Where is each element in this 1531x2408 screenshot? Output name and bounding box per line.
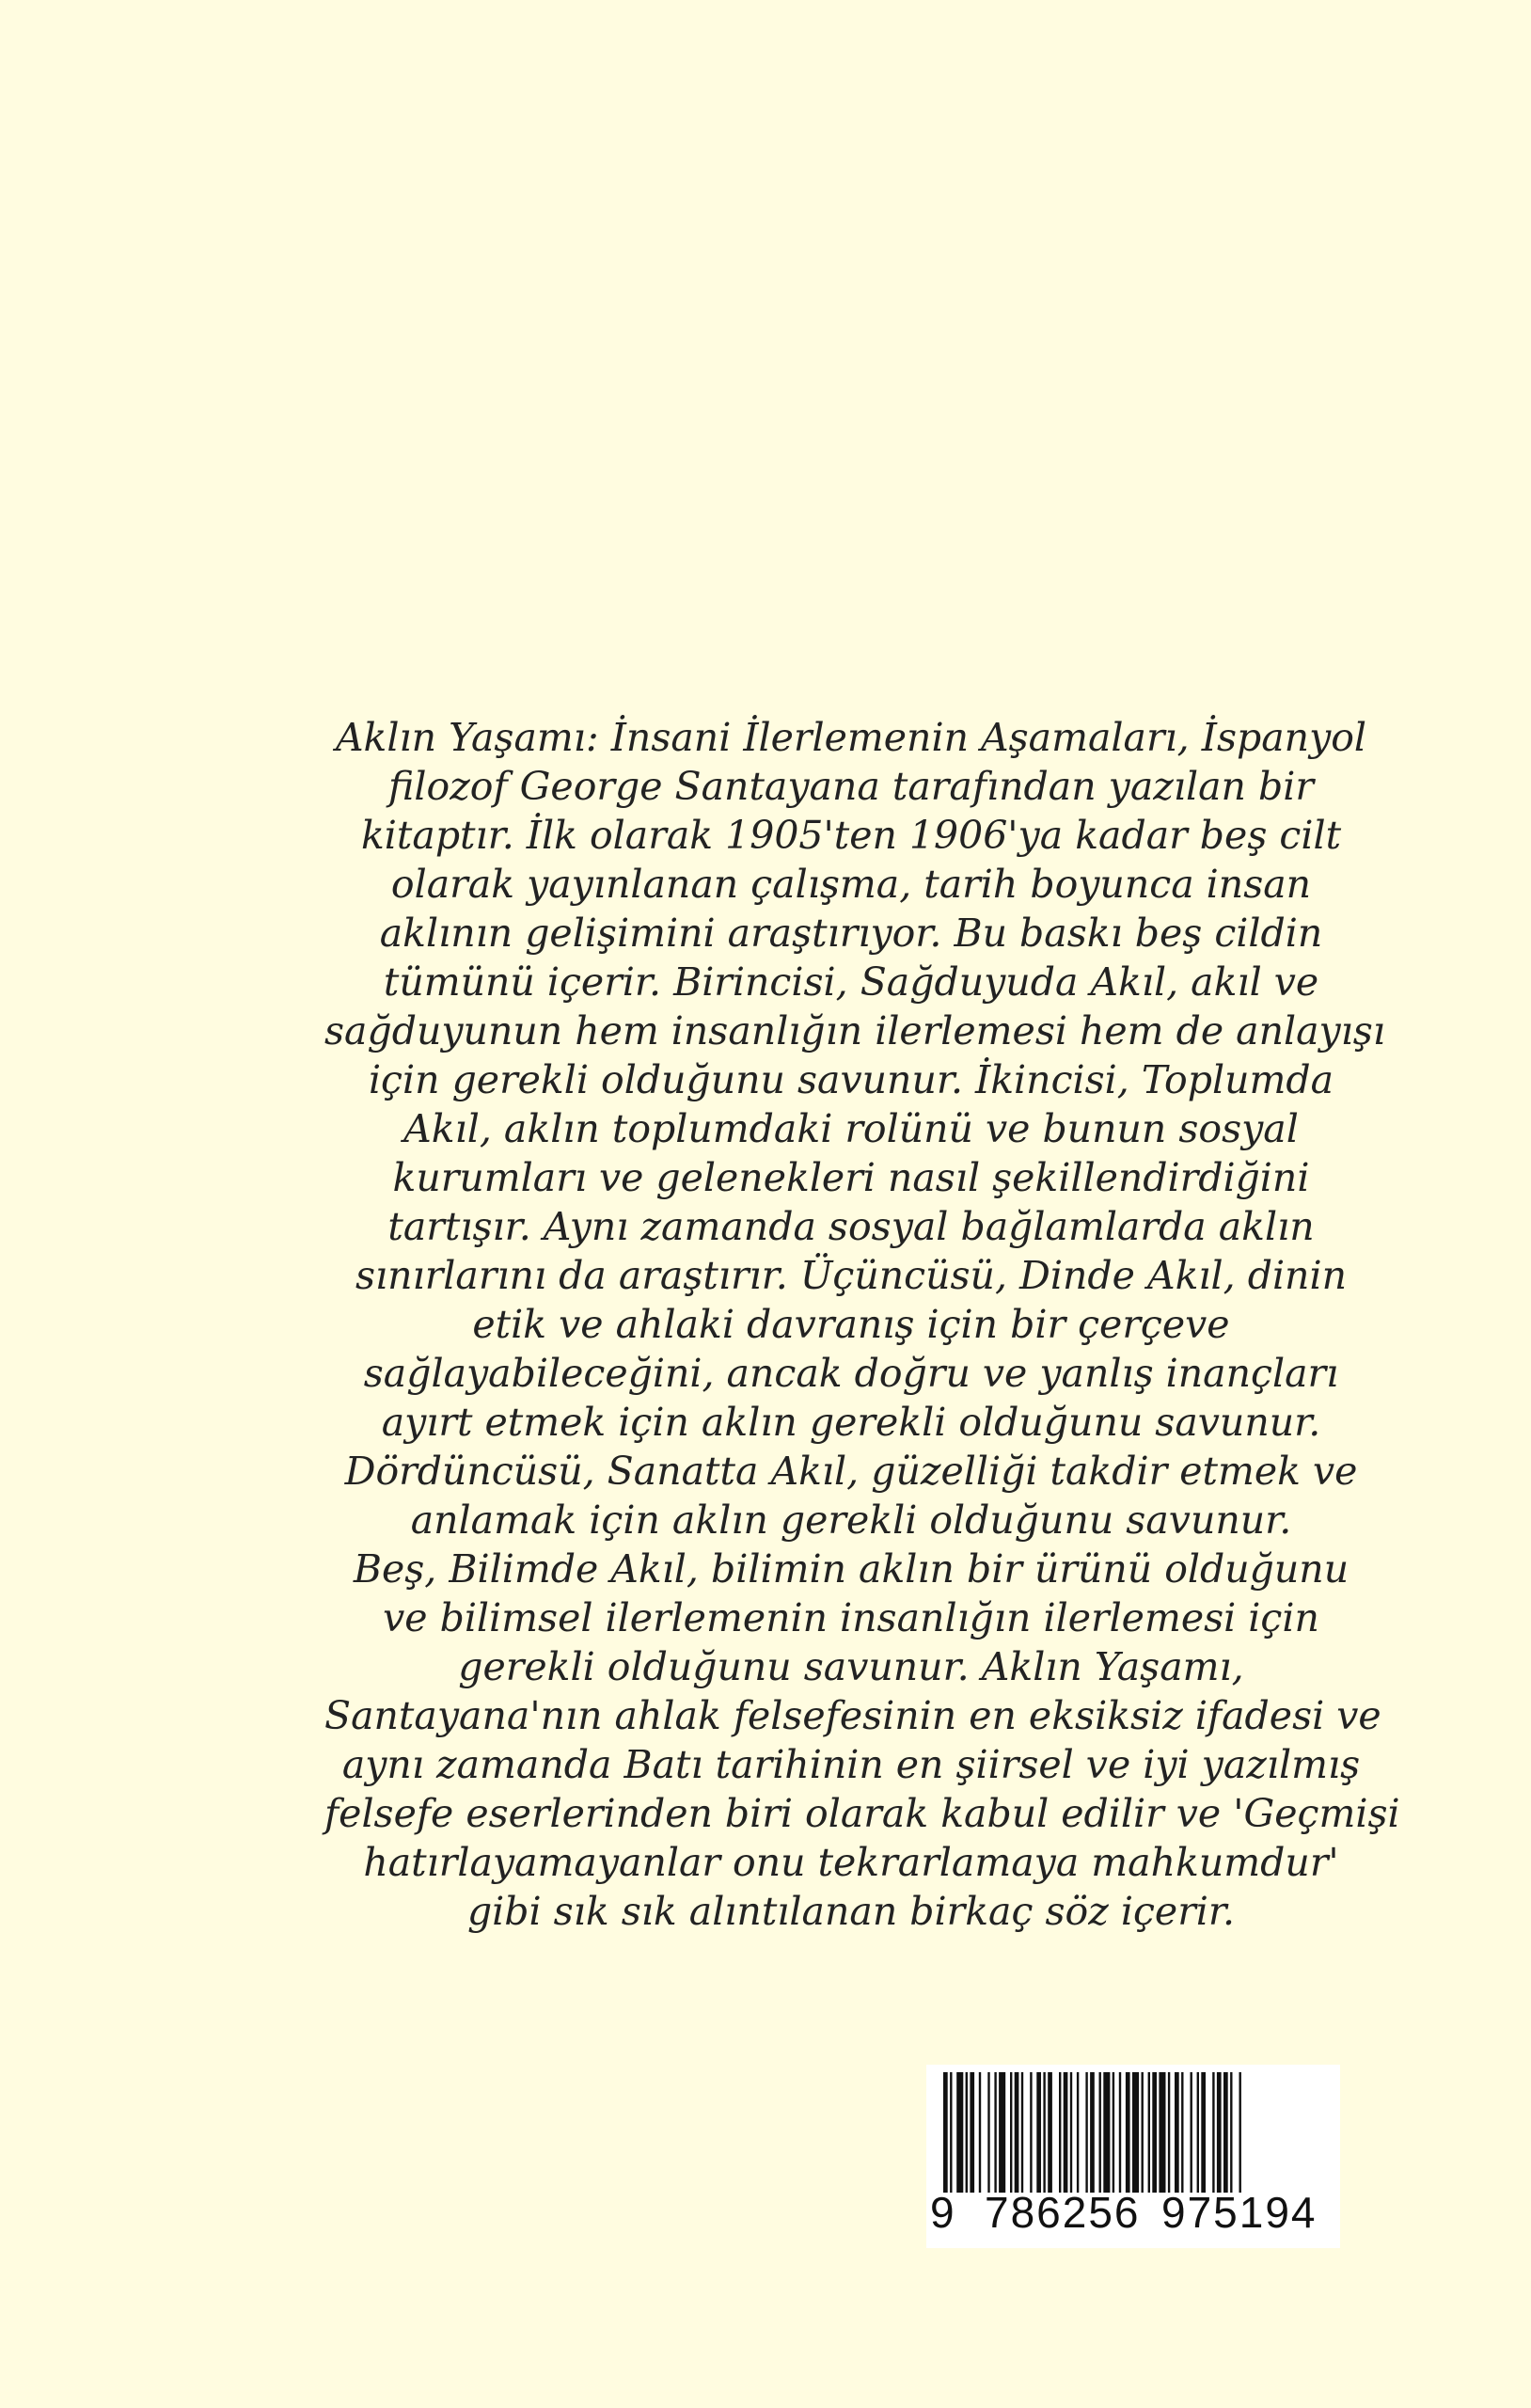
blurb-line: ayırt etmek için aklın gerekli olduğunu savunur.: [381, 1400, 1321, 1445]
blurb-line: ve bilimsel ilerlemenin insanlığın ilerlemesi için: [383, 1595, 1319, 1640]
blurb-line: kurumları ve gelenekleri nasıl şekillendirdiğini: [392, 1155, 1310, 1200]
blurb-line: tümünü içerir. Birincisi, Sağduyuda Akıl, akıl ve: [383, 959, 1319, 1005]
barcode-bar: [970, 2072, 974, 2193]
barcode-bar: [1132, 2072, 1139, 2193]
blurb-line: Akıl, aklın toplumdaki rolünü ve bunun sosyal: [403, 1106, 1299, 1151]
barcode-bar: [1059, 2072, 1061, 2193]
barcode-bar: [994, 2072, 996, 2193]
barcode-bar: [1010, 2072, 1012, 2193]
blurb-line: olarak yayınlanan çalışma, tarih boyunca insan: [390, 862, 1312, 907]
isbn-barcode: [926, 2065, 1340, 2248]
barcode-bar: [1021, 2072, 1023, 2193]
barcode-bar: [1064, 2072, 1068, 2193]
blurb-line: sağduyunun hem insanlığın ilerlemesi hem de anlayışı: [324, 1008, 1385, 1054]
barcode-bars: [943, 2072, 1323, 2193]
barcode-bar: [1217, 2072, 1222, 2193]
blurb-line: Santayana'nın ahlak felsefesinin en eksiksiz ifadesi ve: [324, 1693, 1381, 1738]
barcode-bar: [1015, 2072, 1019, 2193]
barcode-bar: [1197, 2072, 1199, 2193]
barcode-bar: [956, 2072, 963, 2193]
blurb-line: kitaptır. İlk olarak 1905'ten 1906'ya kadar beş cilt: [360, 813, 1342, 858]
blurb-line: filozof George Santayana tarafından yazılan bir: [388, 764, 1314, 809]
barcode-bar: [966, 2072, 968, 2193]
barcode-bar: [1159, 2072, 1165, 2193]
blurb-line: aklının gelişimini araştırıyor. Bu baskı beş cildin: [379, 911, 1323, 956]
barcode-bar: [1030, 2072, 1032, 2193]
barcode-bar: [943, 2072, 948, 2193]
barcode-bar: [1152, 2072, 1157, 2193]
back-cover-blurb: [324, 713, 1400, 1936]
barcode-bar: [1223, 2072, 1228, 2193]
barcode-bar: [1090, 2072, 1095, 2193]
barcode-bar: [1175, 2072, 1179, 2193]
blurb-line: Aklın Yaşamı: İnsani İlerlemenin Aşamaları, İspanyol: [335, 715, 1367, 760]
blurb-line: felsefe eserlerinden biri olarak kabul edilir ve 'Geçmişi: [324, 1791, 1400, 1836]
blurb-line: anlamak için aklın gerekli olduğunu savunur.: [410, 1497, 1292, 1543]
blurb-line: sağlayabileceğini, ancak doğru ve yanlış inançları: [363, 1351, 1339, 1396]
barcode-bar: [1201, 2072, 1206, 2193]
barcode-bar: [1070, 2072, 1072, 2193]
blurb-line: Dördüncüsü, Sanatta Akıl, güzelliği takdir etmek ve: [344, 1449, 1358, 1494]
barcode-bar: [1148, 2072, 1150, 2193]
blurb-line: aynı zamanda Batı tarihinin en şiirsel ve iyi yazılmış: [341, 1742, 1361, 1787]
isbn-group-left: 786256: [985, 2188, 1141, 2237]
barcode-bar: [1099, 2072, 1101, 2193]
barcode-bar: [1212, 2072, 1214, 2193]
isbn-group-right: 975194: [1161, 2188, 1318, 2237]
blurb-line: için gerekli olduğunu savunur. İkincisi, Toplumda: [368, 1057, 1334, 1102]
barcode-bar: [1119, 2072, 1121, 2193]
barcode-bar: [1113, 2072, 1114, 2193]
blurb-line: sınırlarını da araştırır. Üçüncüsü, Dinde Akıl, dinin: [355, 1253, 1347, 1298]
barcode-bar: [979, 2072, 981, 2193]
blurb-line: gibi sık sık alıntılanan birkaç söz içerir.: [466, 1889, 1236, 1934]
blurb-line: Beş, Bilimde Akıl, bilimin aklın bir ürünü olduğunu: [353, 1546, 1349, 1592]
barcode-bar: [999, 2072, 1005, 2193]
isbn-prefix: 9: [930, 2188, 956, 2237]
barcode-bar: [1048, 2072, 1052, 2193]
barcode-bar: [1142, 2072, 1144, 2193]
barcode-bar: [950, 2072, 952, 2193]
barcode-bar: [987, 2072, 989, 2193]
barcode-bar: [1077, 2072, 1079, 2193]
blurb-line: hatırlayamayanlar onu tekrarlamaya mahkumdur': [363, 1840, 1339, 1885]
barcode-bar: [1036, 2072, 1041, 2193]
barcode-bar: [1230, 2072, 1232, 2193]
blurb-line: etik ve ahlaki davranış için bir çerçeve: [472, 1302, 1230, 1347]
barcode-bar: [1191, 2072, 1192, 2193]
isbn-number: [926, 2187, 1340, 2243]
barcode-bar: [1103, 2072, 1110, 2193]
barcode-bar: [1168, 2072, 1170, 2193]
barcode-bar: [1181, 2072, 1183, 2193]
barcode-bar: [1126, 2072, 1130, 2193]
blurb-line: gerekli olduğunu savunur. Aklın Yaşamı,: [458, 1644, 1244, 1689]
blurb-line: tartışır. Aynı zamanda sosyal bağlamlarda aklın: [387, 1204, 1315, 1249]
barcode-bar: [1043, 2072, 1045, 2193]
barcode-bar: [1085, 2072, 1087, 2193]
barcode-bar: [1239, 2072, 1241, 2193]
